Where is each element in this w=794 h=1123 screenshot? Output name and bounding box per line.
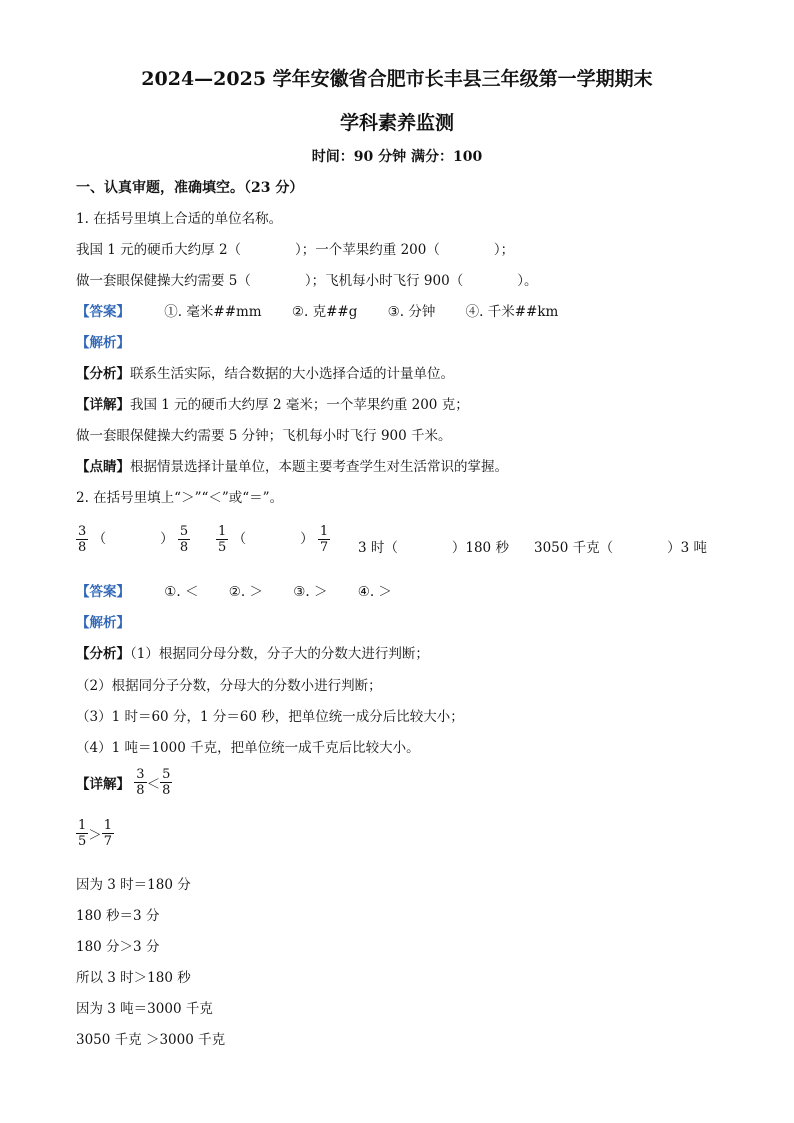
q1-answer-1: ①. 毫米##mm <box>164 304 262 320</box>
q1-line-a: 我国 1 元的硬币大约厚 2（ ）；一个苹果约重 200（ ）； <box>76 242 515 258</box>
q2-answer-1: ①. ＜ <box>164 584 199 600</box>
q2-step-3: 180 分＞3 分 <box>76 939 160 955</box>
answer-tag: 【答案】 <box>76 304 130 320</box>
q1-stem: 1. 在括号里填上合适的单位名称。 <box>76 211 283 227</box>
q2-xiangjie-2 <box>76 818 114 849</box>
q2-xiangjie-1 <box>76 767 172 798</box>
q1-answer-row <box>76 302 584 322</box>
q2-item-2 <box>216 524 330 555</box>
q2-item-4: 3050 千克（ ）3 吨 <box>534 540 708 556</box>
fraction-5-8: $\frac{5}{8}$ <box>162 767 171 798</box>
q1-answer-4: ④. 千米##km <box>465 304 559 320</box>
xiangjie-tag: 【详解】 <box>76 776 130 793</box>
dianjing-tag: 【点睛】 <box>76 459 130 475</box>
q2-jiexi-tag: 【解析】 <box>76 615 130 631</box>
fraction-1-7: $\frac{1}{7}$ <box>103 818 113 849</box>
xiangjie-text: 我国 1 元的硬币大约厚 2 毫米；一个苹果约重 200 克； <box>130 397 469 413</box>
fenxi-tag: 【分析】 <box>76 646 130 662</box>
blank: （ ） <box>232 531 314 547</box>
q1-xiangjie <box>76 395 469 415</box>
q1-line-b: 做一套眼保健操大约需要 5（ ）；飞机每小时飞行 900（ ）。 <box>76 273 538 289</box>
time-score-info: 时间：90 分钟 满分：100 <box>311 149 483 165</box>
q1-answer-2: ②. 克##g <box>291 304 358 320</box>
q2-fenxi-1 <box>76 644 429 664</box>
greater-than: ＞ <box>88 827 102 844</box>
dianjing-text: 根据情景选择计量单位，本题主要考查学生对生活常识的掌握。 <box>130 459 508 475</box>
q1-dianjing <box>76 457 508 477</box>
fraction-3-8: $\frac{3}{8}$ <box>136 767 145 798</box>
section-heading: 一、认真审题，准确填空。（23 分） <box>76 180 304 196</box>
fraction-1-7: $\frac{1}{7}$ <box>319 524 329 555</box>
q1-jiexi-tag: 【解析】 <box>76 335 130 351</box>
fenxi-text: 联系生活实际，结合数据的大小选择合适的计量单位。 <box>130 366 454 382</box>
fraction-1-5: $\frac{1}{5}$ <box>78 818 87 849</box>
q2-step-1: 因为 3 时＝180 分 <box>76 877 191 893</box>
fraction-1-5: $\frac{1}{5}$ <box>218 524 227 555</box>
q1-xiangjie-2: 做一套眼保健操大约需要 5 分钟；飞机每小时飞行 900 千米。 <box>76 428 452 444</box>
blank: （ ） <box>92 531 174 547</box>
doc-subtitle: 学科素养监测 <box>339 112 454 134</box>
q2-stem: 2. 在括号里填上“＞”“＜”或“＝”。 <box>76 490 284 506</box>
fenxi-text-1: （1）根据同分母分数，分子大的分数大进行判断； <box>130 646 429 662</box>
xiangjie-tag: 【详解】 <box>76 397 130 413</box>
less-than: ＜ <box>146 776 161 793</box>
q2-fenxi-4: （4）1 吨＝1000 千克，把单位统一成千克后比较大小。 <box>76 740 420 756</box>
q2-answer-4: ④. ＞ <box>357 584 392 600</box>
q2-answer-2: ②. ＞ <box>228 584 263 600</box>
q2-step-2: 180 秒＝3 分 <box>76 908 160 924</box>
q1-fenxi <box>76 364 454 384</box>
answer-tag: 【答案】 <box>76 584 130 600</box>
q2-fenxi-3: （3）1 时＝60 分，1 分＝60 秒，把单位统一成分后比较大小； <box>76 709 464 725</box>
q2-step-4: 所以 3 时＞180 秒 <box>76 970 191 986</box>
doc-title: 2024—2025 学年安徽省合肥市长丰县三年级第一学期期末 <box>141 68 653 90</box>
q2-item-3: 3 时（ ）180 秒 <box>358 540 509 556</box>
q1-answer-3: ③. 分钟 <box>387 304 436 320</box>
fraction-5-8: $\frac{5}{8}$ <box>179 524 189 555</box>
q2-step-5: 因为 3 吨＝3000 千克 <box>76 1001 213 1017</box>
fraction-3-8: $\frac{3}{8}$ <box>78 524 87 555</box>
q2-answer-row <box>76 582 418 602</box>
q2-fenxi-2: （2）根据同分子分数，分母大的分数小进行判断； <box>76 678 382 694</box>
q2-step-6: 3050 千克 ＞3000 千克 <box>76 1032 226 1048</box>
q2-item-1 <box>76 524 190 555</box>
fenxi-tag: 【分析】 <box>76 366 130 382</box>
q2-answer-3: ③. ＞ <box>293 584 328 600</box>
